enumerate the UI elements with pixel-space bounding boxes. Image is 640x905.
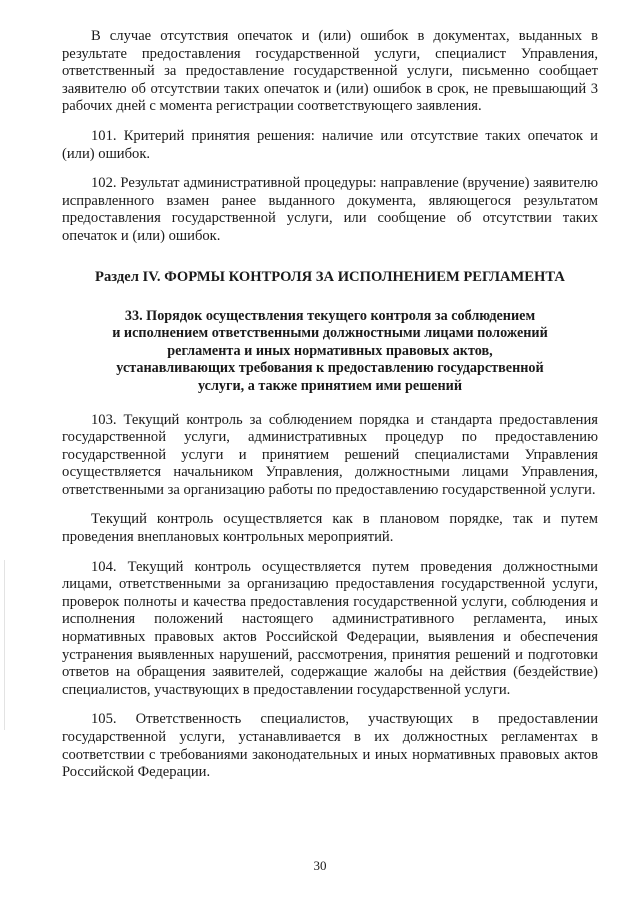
page-number: 30	[313, 858, 327, 873]
subsection-title	[92, 308, 568, 396]
subsection-title-line: устанавливающих требования к предоставлению государственной	[116, 360, 544, 377]
subsection-title-line: регламента и иных нормативных правовых актов,	[167, 342, 493, 359]
subsection-title-line: и исполнением ответственными должностными лицами положений	[112, 325, 548, 342]
subsection-title-line: 33. Порядок осуществления текущего контроля за соблюдением	[124, 307, 536, 324]
paragraph-103: 103. Текущий контроль за соблюдением порядка и стандарта предоставления государственной услуги, административных процедур по предоставлению государственной услуги и принятием решений специалистами Управления осуществляется начальником Управления, должностными лицами Управления, ответственными за организацию работы по предоставлению государственной услуги.	[62, 411, 598, 498]
paragraph-no-errors-notice: В случае отсутствия опечаток и (или) ошибок в документах, выданных в результате предоставления государственной услуги, специалист Управления, ответственный за предоставление государственной услуги, письменно сообщает заявителю об отсутствии таких опечаток и (или) ошибок в срок, не превышающий 3 рабочих дней с момента регистрации соответствующего заявления.	[62, 28, 598, 115]
paragraph-101: 101. Критерий принятия решения: наличие или отсутствие таких опечаток и (или) ошибок.	[62, 127, 598, 162]
paragraph-102: 102. Результат административной процедуры: направление (вручение) заявителю исправленного взамен ранее выданного документа, являющегося результатом предоставления государственной услуги, или сообщение об отсутствии таких опечаток и (или) ошибок.	[62, 175, 598, 244]
paragraph-105: 105. Ответственность специалистов, участвующих в предоставлении государственной услуги, устанавливается в их должностных регламентах в соответствии с требованиями законодательных и иных нормативных правовых актов Российской Федерации.	[62, 711, 598, 781]
subsection-title-line: услуги, а также принятием ими решений	[198, 377, 462, 394]
scan-margin-mark	[4, 560, 5, 730]
document-page	[62, 28, 598, 794]
paragraph-104: 104. Текущий контроль осуществляется путем проведения должностными лицами, ответственными за организацию предоставления государственной услуги, проверок полноты и качества предоставления государственной услуги, соблюдения и исполнения положений настоящего административного регламента, иных нормативных правовых актов Российской Федерации, выявления и обеспечения устранения выявленных нарушений, рассмотрения, принятия решений и подготовки ответов на обращения заявителей, содержащие жалобы на действия (бездействие) специалистов, участвующих в предоставлении государственной услуги.	[62, 558, 598, 698]
section-title: Раздел IV. ФОРМЫ КОНТРОЛЯ ЗА ИСПОЛНЕНИЕМ РЕГЛАМЕНТА	[95, 268, 565, 285]
paragraph-current-control: Текущий контроль осуществляется как в плановом порядке, так и путем проведения внеплановых контрольных мероприятий.	[62, 511, 598, 546]
